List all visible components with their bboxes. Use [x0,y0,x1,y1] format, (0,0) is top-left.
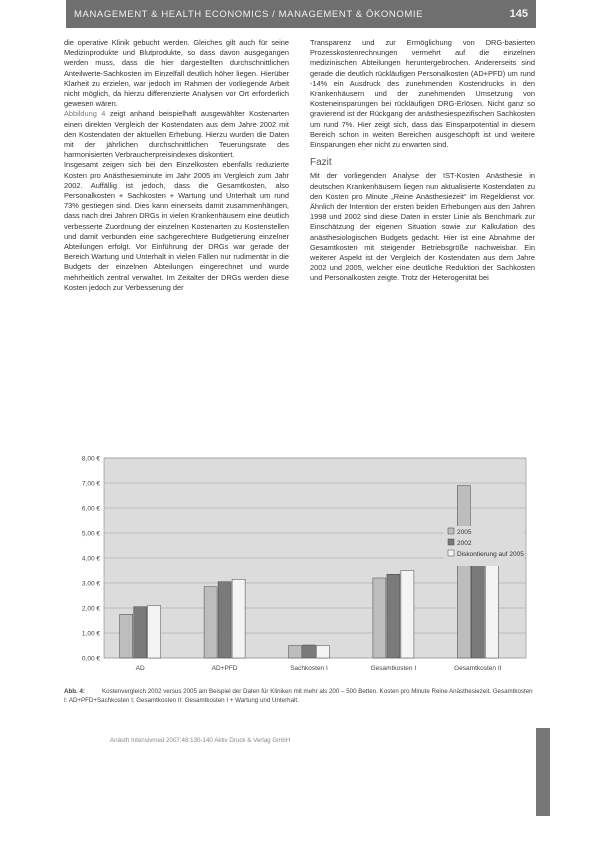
x-tick-label: Gesamtkosten II [454,665,502,672]
chart-svg [64,452,534,680]
legend-swatch [448,539,454,545]
bar [303,645,316,658]
x-tick-label: AD+PFD [211,665,238,672]
x-tick-label: Gesamtkosten I [370,665,417,672]
legend-label: Diskontierung auf 2005 [457,551,524,558]
paragraph: Transparenz und zur Ermöglichung von DRG-basierten Prozesskostenrechnungen vermehrt auf die einzelnen medizinischen Abteilungen heruntergebrochen. Andererseits sind gerade die deutlich rückläufigen Personalkosten (AD+PFD) um rund -14% ein Ausdruck des zunehmenden Kostendrucks in den Krankenhäusern und der zunehmenden Umsetzung von Kosteneinsparungen bei rückläufigen DRG-Erlösen. Nicht ganz so gravierend ist der Rückgang der anästhesiespezifischen Sachkosten um rund 7%. Hier zeigt sich, dass das Einsparpotential in diesem Bereich schon in weiten Bereichen ausgeschöpft ist und weitere Einsparungen eher nicht zu erwarten sind. [310,38,535,150]
bar [204,587,217,658]
legend-label: 2005 [457,529,472,536]
legend-box [444,526,524,566]
legend-label: 2002 [457,540,472,547]
paragraph-text: zeigt anhand beispielhaft ausgewählter Kostenarten einen direkten Vergleich der Kostendaten aus dem Jahre 2002 mit den Kostendaten der aktuellen Erhebung. Hierzu wurden die Daten mit der jährlichen durchschnittlichen Teuerungsrate des harmonisierten Verbraucherpreisindexes diskontiert. [64,109,289,160]
running-header [66,0,536,28]
page-number: 145 [509,8,528,20]
legend-swatch [448,550,454,556]
y-tick-label: 5,00 € [81,530,100,538]
paragraph: die operative Klinik gebucht werden. Gleiches gilt auch für seine Medizinprodukte und Blutprodukte, so dass davon ausgegangen werden muss, dass die hier dargestellten durchschnittlichen Anteilwerte-Sachkosten im Einzelfall deutlich höher liegen. Hierüber Klarheit zu erzielen, war jedoch im Rahmen der vorliegende Arbeit nicht möglich, da hierzu differenzierte Analysen vor Ort erforderlich gewesen wären. [64,38,289,109]
paragraph: Insgesamt zeigen sich bei den Einzelkosten ebenfalls reduzierte Kosten pro Anästhesieminute im Jahr 2005 im Vergleich zum Jahr 2002. Auffällig ist jedoch, dass die Gesamtkosten, also Personalkosten + Sachkosten + Wartung und Unterhalt um rund 73% gestiegen sind. Dies kann einerseits damit zusammenhängen, dass nach drei Jahren DRGs in vielen Krankenhäusern eine deutlich verbesserte Zuordnung der einzelnen Kostenarten zu Kostenstellen und damit verbunden eine sachgerechtere Budgetierung einzelner Abteilungen erfolgt. Vor Einführung der DRGs war gerade der Bereich Wartung und Unterhalt in vielen Fällen nur rudimentär in die Budgets der einzelnen Abteilungen eingerechnet und wurde mehrheitlich zentral verwaltet. Im Zeitalter der DRGs werden diese Kosten jedoch zur Verbesserung der [64,160,289,292]
bar [485,559,498,658]
y-tick-label: 7,00 € [81,480,100,488]
y-tick-label: 1,00 € [81,630,100,638]
bar [232,579,245,658]
bar [373,578,386,658]
side-thumb-tab [536,728,550,816]
bar [457,486,470,659]
x-tick-label: Sachkosten I [290,665,328,672]
bar [289,646,302,659]
cost-comparison-chart [64,452,534,680]
bar [120,614,133,658]
y-tick-label: 8,00 € [81,455,100,463]
legend-swatch [448,528,454,534]
bar [148,606,161,659]
figure-caption [64,688,534,705]
figure-reference: Abbildung 4 [64,109,106,119]
y-tick-label: 2,00 € [81,605,100,613]
paragraph [64,109,289,160]
caption-text: Kostenvergleich 2002 versus 2005 am Beispiel der Daten für Kliniken mit mehr als 200 – 500 Betten. Kosten pro Minute Reine Anästhesiezeit. Gesamtkosten I: AD+PFD+Sachkosten I; Gesamtkosten II: Gesamtkosten I + Wartung und Unterhalt. [64,688,533,704]
section-heading-fazit: Fazit [310,157,332,169]
bar [471,562,484,658]
y-tick-label: 6,00 € [81,505,100,513]
y-tick-label: 4,00 € [81,555,100,563]
x-tick-label: AD [135,665,145,672]
y-tick-label: 3,00 € [81,580,100,588]
bar [401,571,414,659]
page-footer: Anästh Intensivmed 2007;48:130-140 Aktiv Druck & Verlag GmbH [110,737,291,744]
bar [218,582,231,658]
header-section-title: MANAGEMENT & HEALTH ECONOMICS / MANAGEMENT & ÖKONOMIE [74,8,424,20]
bar [317,646,330,659]
bar [134,607,147,658]
y-tick-label: 0,00 € [81,655,100,663]
caption-label: Abb. 4: [64,688,85,695]
bar [387,574,400,658]
right-text-column [310,38,535,284]
left-text-column [64,38,289,293]
paragraph: Mit der vorliegenden Analyse der IST-Kosten Anästhesie in deutschen Krankenhäusern liegen nun aktualisierte Kostendaten zu den Kosten pro Minute „Reine Anästhesiezeit“ im Regeldienst vor. Ähnlich der Intention der ersten beiden Erhebungen aus den Jahren 1998 und 2002 sind diese Daten in erster Linie als Benchmark zur Einschätzung der eigenen Situation sowie zur Kalkulation des anästhesiologischen Budgets gedacht. Hier ist eine Abnahme der Gesamtkosten mit steigender Betriebsgröße nachweisbar. Ein weiterer Aspekt ist der Vergleich der Kostendaten aus dem Jahre 2002 und 2005, welcher eine deutliche Reduktion der Sachkosten und Personalkosten zeigte. Trotz der Heterogenität bei [310,171,535,283]
